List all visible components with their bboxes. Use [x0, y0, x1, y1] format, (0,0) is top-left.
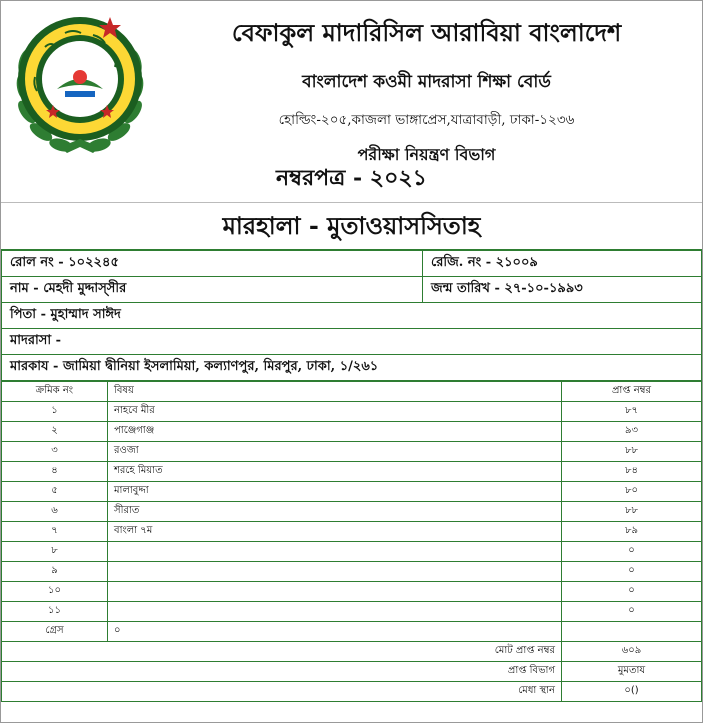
marks-row	[2, 542, 702, 562]
info-row	[2, 277, 702, 303]
marks-row	[2, 622, 702, 642]
mark-cell: ৮৯	[562, 522, 702, 542]
serial-cell: ৭	[2, 522, 108, 542]
header-text-block	[151, 9, 702, 169]
exam-center: মারকায - জামিয়া দ্বীনিয়া ইসলামিয়া, কল্যাণপুর, মিরপুর, ঢাকা, ১/২৬১	[2, 355, 702, 381]
total-value: ৬০৯	[562, 642, 702, 662]
marks-row	[2, 602, 702, 622]
marks-row	[2, 502, 702, 522]
subject-cell: নাহবে মীর	[108, 402, 562, 422]
subject-cell: রওজা	[108, 442, 562, 462]
subject-cell	[108, 562, 562, 582]
mark-header: প্রাপ্ত নম্বর	[562, 382, 702, 402]
subject-header: বিষয়	[108, 382, 562, 402]
marks-row	[2, 402, 702, 422]
serial-cell: ১০	[2, 582, 108, 602]
total-label: মোট প্রাপ্ত নম্বর	[2, 642, 562, 662]
mark-cell: ৮৮	[562, 502, 702, 522]
merit-row	[2, 682, 702, 702]
serial-cell: ২	[2, 422, 108, 442]
subject-cell: পাঞ্জেগাঞ্জ	[108, 422, 562, 442]
date-of-birth: জন্ম তারিখ - ২৭-১০-১৯৯৩	[423, 277, 702, 303]
subject-cell: সীরাত	[108, 502, 562, 522]
marks-row	[2, 462, 702, 482]
marksheet-title: নম্বরপত্র - ২০২১	[276, 165, 427, 191]
marks-header-row	[2, 382, 702, 402]
board-seal-logo-icon	[5, 7, 155, 157]
board-address: হোল্ডিং-২০৫,কাজলা ভাঙ্গাপ্রেস,যাত্রাবাড়ী, ঢাকা-১২৩৬	[278, 112, 575, 128]
father-name: পিতা - মুহাম্মাদ সাঈদ	[2, 303, 702, 329]
mark-cell: ০	[562, 602, 702, 622]
student-info-table	[1, 250, 702, 381]
serial-header: ক্রমিক নং	[2, 382, 108, 402]
serial-cell: ১	[2, 402, 108, 422]
subject-cell	[108, 602, 562, 622]
serial-cell: ৬	[2, 502, 108, 522]
division-label: প্রাপ্ত বিভাগ	[2, 662, 562, 682]
serial-cell: ৫	[2, 482, 108, 502]
division-value: মুমতায	[562, 662, 702, 682]
subject-cell: বাংলা ৭ম	[108, 522, 562, 542]
mark-cell: ৮০	[562, 482, 702, 502]
division-row	[2, 662, 702, 682]
info-row	[2, 303, 702, 329]
total-row	[2, 642, 702, 662]
subject-cell	[108, 582, 562, 602]
department-name: পরীক্ষা নিয়ন্ত্রণ বিভাগ	[357, 145, 496, 164]
subject-cell	[108, 542, 562, 562]
info-row	[2, 251, 702, 277]
mark-cell: ০	[562, 542, 702, 562]
serial-cell: ৩	[2, 442, 108, 462]
merit-label: মেধা স্থান	[2, 682, 562, 702]
board-subname: বাংলাদেশ কওমী মাদরাসা শিক্ষা বোর্ড	[302, 72, 551, 92]
marks-row	[2, 422, 702, 442]
marks-row	[2, 582, 702, 602]
merit-value: ০()	[562, 682, 702, 702]
info-row	[2, 329, 702, 355]
mark-cell: ৮৭	[562, 402, 702, 422]
mark-cell: ৯৩	[562, 422, 702, 442]
subject-cell: ০	[108, 622, 562, 642]
marks-table	[1, 381, 702, 702]
mark-cell: ৮৮	[562, 442, 702, 462]
serial-cell: ১১	[2, 602, 108, 622]
subject-cell: শরহে মিয়াত	[108, 462, 562, 482]
board-name: বেফাকুল মাদারিসিল আরাবিয়া বাংলাদেশ	[231, 18, 622, 47]
mark-cell	[562, 622, 702, 642]
registration-number: রেজি. নং - ২১০০৯	[423, 251, 702, 277]
info-row	[2, 355, 702, 381]
marks-row	[2, 482, 702, 502]
mark-cell: ০	[562, 562, 702, 582]
mark-cell: ০	[562, 582, 702, 602]
marks-row	[2, 562, 702, 582]
student-name: নাম - মেহদী মুদ্দাস্সীর	[2, 277, 423, 303]
marks-row	[2, 442, 702, 462]
subject-cell: মালাবুদ্দা	[108, 482, 562, 502]
marhala-level: মারহালা - মুতাওয়াসসিতাহ	[1, 203, 702, 250]
marks-body	[2, 402, 702, 642]
serial-cell: ৯	[2, 562, 108, 582]
marksheet-header	[1, 1, 702, 203]
mark-cell: ৮৪	[562, 462, 702, 482]
marks-row	[2, 522, 702, 542]
roll-number: রোল নং - ১০২২৪৫	[2, 251, 423, 277]
madrasa-name: মাদরাসা -	[2, 329, 702, 355]
serial-cell: ৪	[2, 462, 108, 482]
serial-cell: গ্রেস	[2, 622, 108, 642]
serial-cell: ৮	[2, 542, 108, 562]
